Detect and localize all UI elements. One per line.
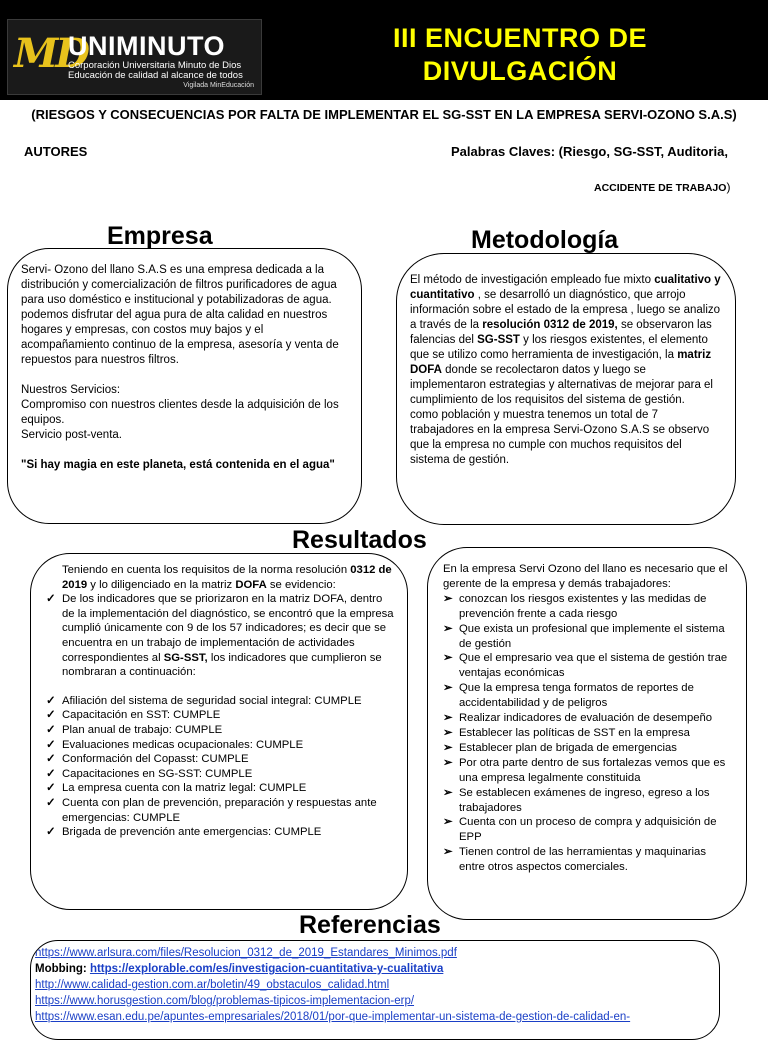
service-postsale: Servicio post-venta. xyxy=(21,429,122,441)
services-title: Nuestros Servicios: xyxy=(21,384,121,396)
list-item: ➢ Realizar indicadores de evaluación de desempeño xyxy=(443,711,734,726)
met-t1: El método de investigación empleado fue mixto xyxy=(410,274,655,286)
empresa-box xyxy=(7,248,362,524)
list-item: ✓ Cuenta con plan de prevención, preparación y respuestas ante emergencias: CUMPLE xyxy=(46,796,395,825)
list-item: ✓ Capacitación en SST: CUMPLE xyxy=(46,708,395,723)
resultados-main-list xyxy=(46,592,395,680)
event-title-line-2: DIVULGACIÓN xyxy=(422,56,618,86)
list-item: ➢ Establecer las políticas de SST en la empresa xyxy=(443,726,734,741)
empresa-quote: "Si hay magia en este planeta, está contenida en el agua" xyxy=(21,459,335,471)
res-main-2: SG-SST, xyxy=(163,651,208,664)
reference-mobbing xyxy=(35,961,719,977)
met-population: como población y muestra tenemos un total de 7 trabajadores en la empresa Servi-Ozono S.A.S se observo que la empresa no cumple con muchos requisitos del sistema de gestión. xyxy=(410,409,710,466)
list-item: ✓ Afiliación del sistema de seguridad social integral: CUMPLE xyxy=(46,694,395,709)
list-item: ✓ Brigada de prevención ante emergencias: CUMPLE xyxy=(46,825,395,840)
list-item: ➢ Por otra parte dentro de sus fortalezas vemos que es una empresa legalmente constituida xyxy=(443,756,734,786)
authors-label: AUTORES xyxy=(24,144,88,159)
logo-name: UNIMINUTO xyxy=(68,31,225,61)
reference-link-calidad-gestion[interactable]: http://www.calidad-gestion.com.ar/boletin/49_obstaculos_calidad.html xyxy=(35,979,390,991)
logo-tagline-2: Educación de calidad al alcance de todos xyxy=(68,70,243,81)
metodologia-box xyxy=(396,253,736,525)
list-item: ➢ Que el empresario vea que el sistema de gestión trae ventajas económicas xyxy=(443,651,734,681)
resultados-intro xyxy=(46,563,395,592)
empresa-heading: Empresa xyxy=(107,222,213,250)
necesidades-list xyxy=(443,592,734,875)
mobbing-label: Mobbing: xyxy=(35,963,90,975)
event-title-line-1: III ENCUENTRO DE xyxy=(392,23,648,53)
res-intro-3: y lo diligenciado en la matriz xyxy=(87,578,236,591)
res-intro-2: 0312 de 2019 xyxy=(62,564,392,591)
reference-link-esan[interactable]: https://www.esan.edu.pe/apuntes-empresariales/2018/01/por-que-implementar-un-sistema-de-gestion-de-calidad-en- xyxy=(35,1011,631,1023)
referencias-heading: Referencias xyxy=(299,911,441,939)
list-item: ✓ La empresa cuenta con la matriz legal: CUMPLE xyxy=(46,781,395,796)
keywords-accident: ACCIDENTE DE TRABAJO xyxy=(594,182,727,194)
reference-link-arlsura[interactable]: https://www.arlsura.com/files/Resolucion_0312_de_2019_Estandares_Minimos.pdf xyxy=(35,947,457,959)
list-item: ➢ Se establecen exámenes de ingreso, egreso a los trabajadores xyxy=(443,786,734,816)
list-item: ✓ Plan anual de trabajo: CUMPLE xyxy=(46,723,395,738)
met-t6: SG-SST xyxy=(477,334,520,346)
met-t2: cualitativo y cuantitativo xyxy=(410,274,721,301)
necesidades-box xyxy=(427,547,747,920)
list-item: ✓ Capacitaciones en SG-SST: CUMPLE xyxy=(46,767,395,782)
keywords-line-2 xyxy=(594,180,730,194)
service-commitment: Compromiso con nuestros clientes desde la adquisición de los equipos. xyxy=(21,399,339,426)
event-title xyxy=(345,22,695,88)
resultados-compliance-list xyxy=(46,694,395,840)
reference-link-horusgestion[interactable]: https://www.horusgestion.com/blog/problemas-tipicos-implementacion-erp/ xyxy=(35,995,415,1007)
resultados-heading: Resultados xyxy=(292,526,427,554)
necesidades-intro: En la empresa Servi Ozono del llano es necesario que el gerente de la empresa y demás trabajadores: xyxy=(443,563,728,590)
res-main-3: los indicadores que cumplieron se nombraran a continuación: xyxy=(62,651,382,679)
res-intro-4: DOFA xyxy=(235,578,267,591)
met-t8: matriz DOFA xyxy=(410,349,712,376)
keywords-line-1: Palabras Claves: (Riesgo, SG-SST, Auditoria, xyxy=(451,144,728,159)
referencias-box xyxy=(30,940,720,1040)
resultados-box xyxy=(30,553,408,910)
header-banner xyxy=(0,0,768,100)
met-t5: se observaron las falencias del xyxy=(410,319,712,346)
poster-subtitle: (RIESGOS Y CONSECUENCIAS POR FALTA DE IMPLEMENTAR EL SG-SST EN LA EMPRESA SERVI-OZONO S.A.S) xyxy=(31,107,737,122)
list-item: ➢ Que la empresa tenga formatos de reportes de accidentabilidad y de peligros xyxy=(443,681,734,711)
list-item: ✓ Conformación del Copasst: CUMPLE xyxy=(46,752,395,767)
logo-tagline-3: Vigilada MinEducación xyxy=(183,82,254,89)
met-t3: , se desarrolló un diagnóstico, que arrojo información sobre el estado de la empresa , luego se analizo a través de la xyxy=(410,289,721,331)
uniminuto-logo xyxy=(7,19,262,95)
res-intro-5: se evidencio: xyxy=(266,578,336,591)
resultados-main-item xyxy=(46,592,395,680)
list-item: ➢ Que exista un profesional que implemente el sistema de gestión xyxy=(443,622,734,652)
res-intro-1: Teniendo en cuenta los requisitos de la norma resolución xyxy=(62,564,351,576)
keywords-close-paren: ) xyxy=(726,180,731,194)
list-item: ➢ Cuenta con un proceso de compra y adquisición de EPP xyxy=(443,815,734,845)
logo-tagline-1: Corporación Universitaria Minuto de Dios xyxy=(68,60,242,71)
met-t9: donde se recolectaron datos y luego se implementaron estrategias y alternativas de mejorar para el cumplimiento de los requisitos del sistema de gestión. xyxy=(410,364,713,406)
list-item: ✓ Evaluaciones medicas ocupacionales: CUMPLE xyxy=(46,738,395,753)
metodologia-heading: Metodología xyxy=(471,226,619,254)
res-main-1: De los indicadores que se priorizaron en la matriz DOFA, dentro de la implementación del diagnóstico, se encontró que la empresa cumplió únicamente con 9 de los 57 indicadores; es decir que se encuentra en un trabajo de implementación de actividades correspondientes al xyxy=(62,593,394,664)
empresa-description: Servi- Ozono del llano S.A.S es una empresa dedicada a la distribución y comercialización de filtros purificadores de agua para uso doméstico e institucional y potabilizadoras de agua. podemos disfrutar del agua pura de alta calidad en nuestros hogares y empresas, con costos muy bajos y el acompañamiento continuo de la empresa, asesoría y venta de repuestos para nuestros filtros. xyxy=(21,264,339,366)
list-item: ➢ Tienen control de las herramientas y maquinarias entre otros aspectos comerciales. xyxy=(443,845,734,875)
reference-link-explorable[interactable]: https://explorable.com/es/investigacion-cuantitativa-y-cualitativa xyxy=(89,963,444,975)
met-t4: resolución 0312 de 2019, xyxy=(482,319,618,331)
met-t7: y los riesgos existentes, el elemento que se utilizo como herramienta de investigación, la xyxy=(410,334,708,361)
metodologia-text xyxy=(410,273,721,408)
logo-mark: MD xyxy=(14,30,87,77)
list-item: ➢ conozcan los riesgos existentes y las medidas de prevención frente a cada riesgo xyxy=(443,592,734,622)
list-item: ➢ Establecer plan de brigada de emergencias xyxy=(443,741,734,756)
